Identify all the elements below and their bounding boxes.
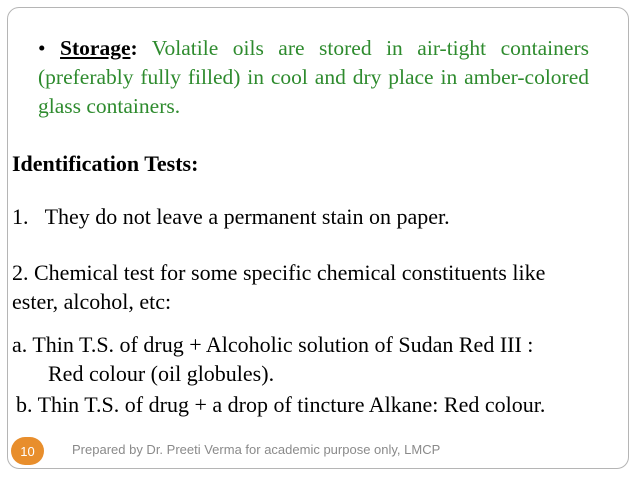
test-item-2-line2: ester, alcohol, etc: bbox=[12, 289, 172, 314]
test-item-a bbox=[12, 330, 533, 388]
test-item-2-line1: 2. Chemical test for some specific chemical constituents like bbox=[12, 260, 546, 285]
identification-heading: Identification Tests: bbox=[12, 151, 199, 176]
storage-label: Storage bbox=[60, 36, 131, 60]
test-item-1: 1. They do not leave a permanent stain on paper. bbox=[12, 204, 450, 229]
storage-colon: : bbox=[130, 36, 138, 60]
test-item-a-line1: a. Thin T.S. of drug + Alcoholic solution of Sudan Red III : bbox=[12, 332, 534, 357]
test-item-2 bbox=[12, 258, 545, 316]
storage-paragraph bbox=[38, 34, 589, 121]
footer-credit: Prepared by Dr. Preeti Verma for academic purpose only, LMCP bbox=[72, 442, 441, 457]
bullet: • bbox=[38, 36, 46, 60]
test-item-b: b. Thin T.S. of drug + a drop of tincture Alkane: Red colour. bbox=[16, 392, 546, 417]
test-item-a-line2: Red colour (oil globules). bbox=[48, 361, 275, 386]
storage-text: Volatile oils are stored in air-tight containers (preferably fully filled) in cool and dry place in amber-colored glass containers. bbox=[38, 36, 589, 118]
slide-number-badge: 10 bbox=[11, 437, 44, 465]
